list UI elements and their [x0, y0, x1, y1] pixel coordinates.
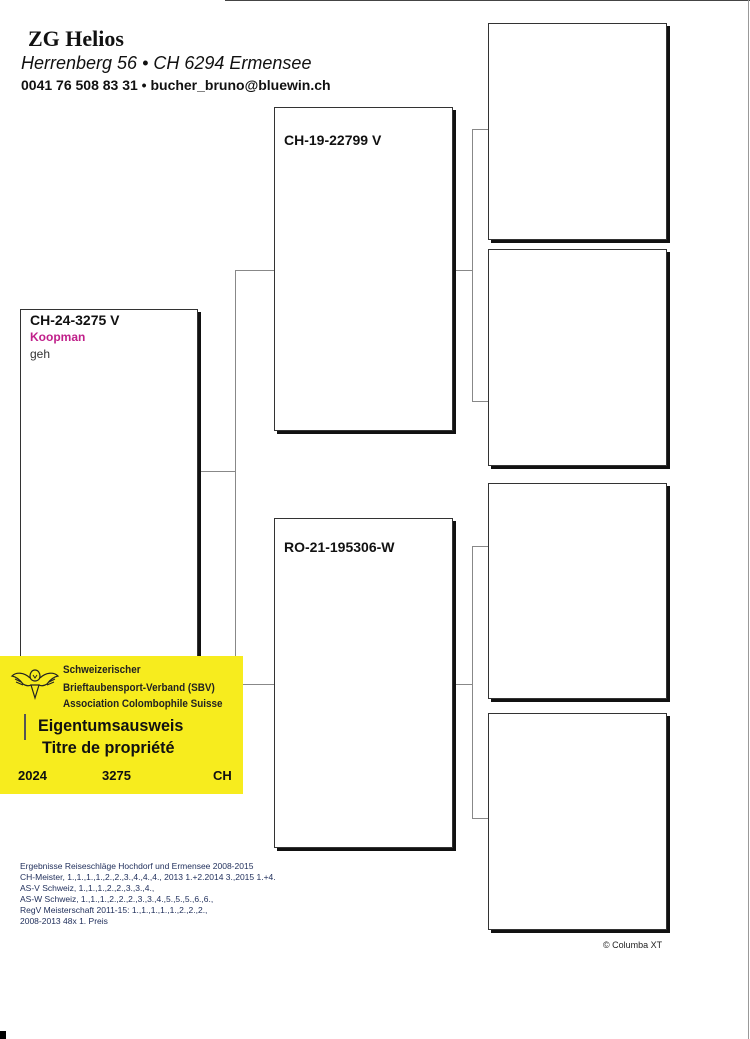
connector	[472, 129, 473, 401]
dam-card	[274, 518, 453, 848]
top-rule	[225, 0, 750, 1]
pigeon-color: geh	[30, 347, 51, 361]
connector	[454, 270, 473, 271]
connector	[472, 129, 489, 130]
grandparent-card	[488, 23, 667, 240]
right-edge-rule	[748, 0, 749, 1039]
connector	[472, 546, 473, 819]
results-line: AS-W Schweiz, 1.,1.,1.,2.,2.,2.,3.,3.,4.,5.,5.,5.,6.,6.,	[20, 894, 214, 904]
results-line: AS-V Schweiz, 1.,1.,1.,2.,2.,3.,3.,4.,	[20, 883, 155, 893]
pigeon-card	[20, 309, 198, 669]
sticker-title-fr: Titre de propriété	[42, 738, 175, 757]
grandparent-card	[488, 713, 667, 930]
pigeon-ring: CH-24-3275 V	[30, 312, 120, 328]
ownership-sticker	[0, 656, 243, 794]
connector	[472, 401, 489, 402]
dam-ring: RO-21-195306-W	[284, 539, 395, 555]
sire-ring: CH-19-22799 V	[284, 132, 382, 148]
connector	[472, 546, 489, 547]
org-line-1: Schweizerischer	[63, 664, 141, 676]
sticker-number: 3275	[102, 768, 131, 783]
loft-address: Herrenberg 56 • CH 6294 Ermensee	[21, 53, 312, 73]
connector	[235, 270, 275, 271]
dove-emblem-icon	[10, 664, 60, 704]
results-line: Ergebnisse Reiseschläge Hochdorf und Ermensee 2008-2015	[20, 861, 254, 871]
corner-mark	[0, 1031, 6, 1039]
pigeon-name: Koopman	[30, 330, 86, 344]
results-line: 2008-2013 48x 1. Preis	[20, 916, 108, 926]
sticker-title-de: Eigentumsausweis	[38, 716, 184, 735]
connector	[454, 684, 473, 685]
loft-contact: 0041 76 508 83 31 • bucher_bruno@bluewin.ch	[21, 77, 331, 93]
loft-title: ZG Helios	[28, 26, 124, 51]
results-line: CH-Meister, 1.,1.,1.,1.,2.,2.,3.,4.,4.,4., 2013 1.+2.2014 3.,2015 1.+4.	[20, 872, 276, 882]
sire-card	[274, 107, 453, 431]
sticker-country: CH	[213, 768, 232, 783]
sticker-year: 2024	[18, 768, 47, 783]
org-line-3: Association Colombophile Suisse	[63, 698, 223, 710]
connector	[199, 471, 236, 472]
connector	[472, 818, 489, 819]
grandparent-card	[488, 249, 667, 466]
grandparent-card	[488, 483, 667, 699]
copyright: © Columba XT	[603, 940, 663, 950]
results-block	[20, 861, 276, 927]
connector	[235, 270, 236, 685]
sticker-divider	[24, 714, 26, 740]
results-line: RegV Meisterschaft 2011-15: 1.,1.,1.,1.,1.,2.,2.,2.,	[20, 905, 208, 915]
org-line-2: Brieftaubensport-Verband (SBV)	[63, 682, 215, 694]
